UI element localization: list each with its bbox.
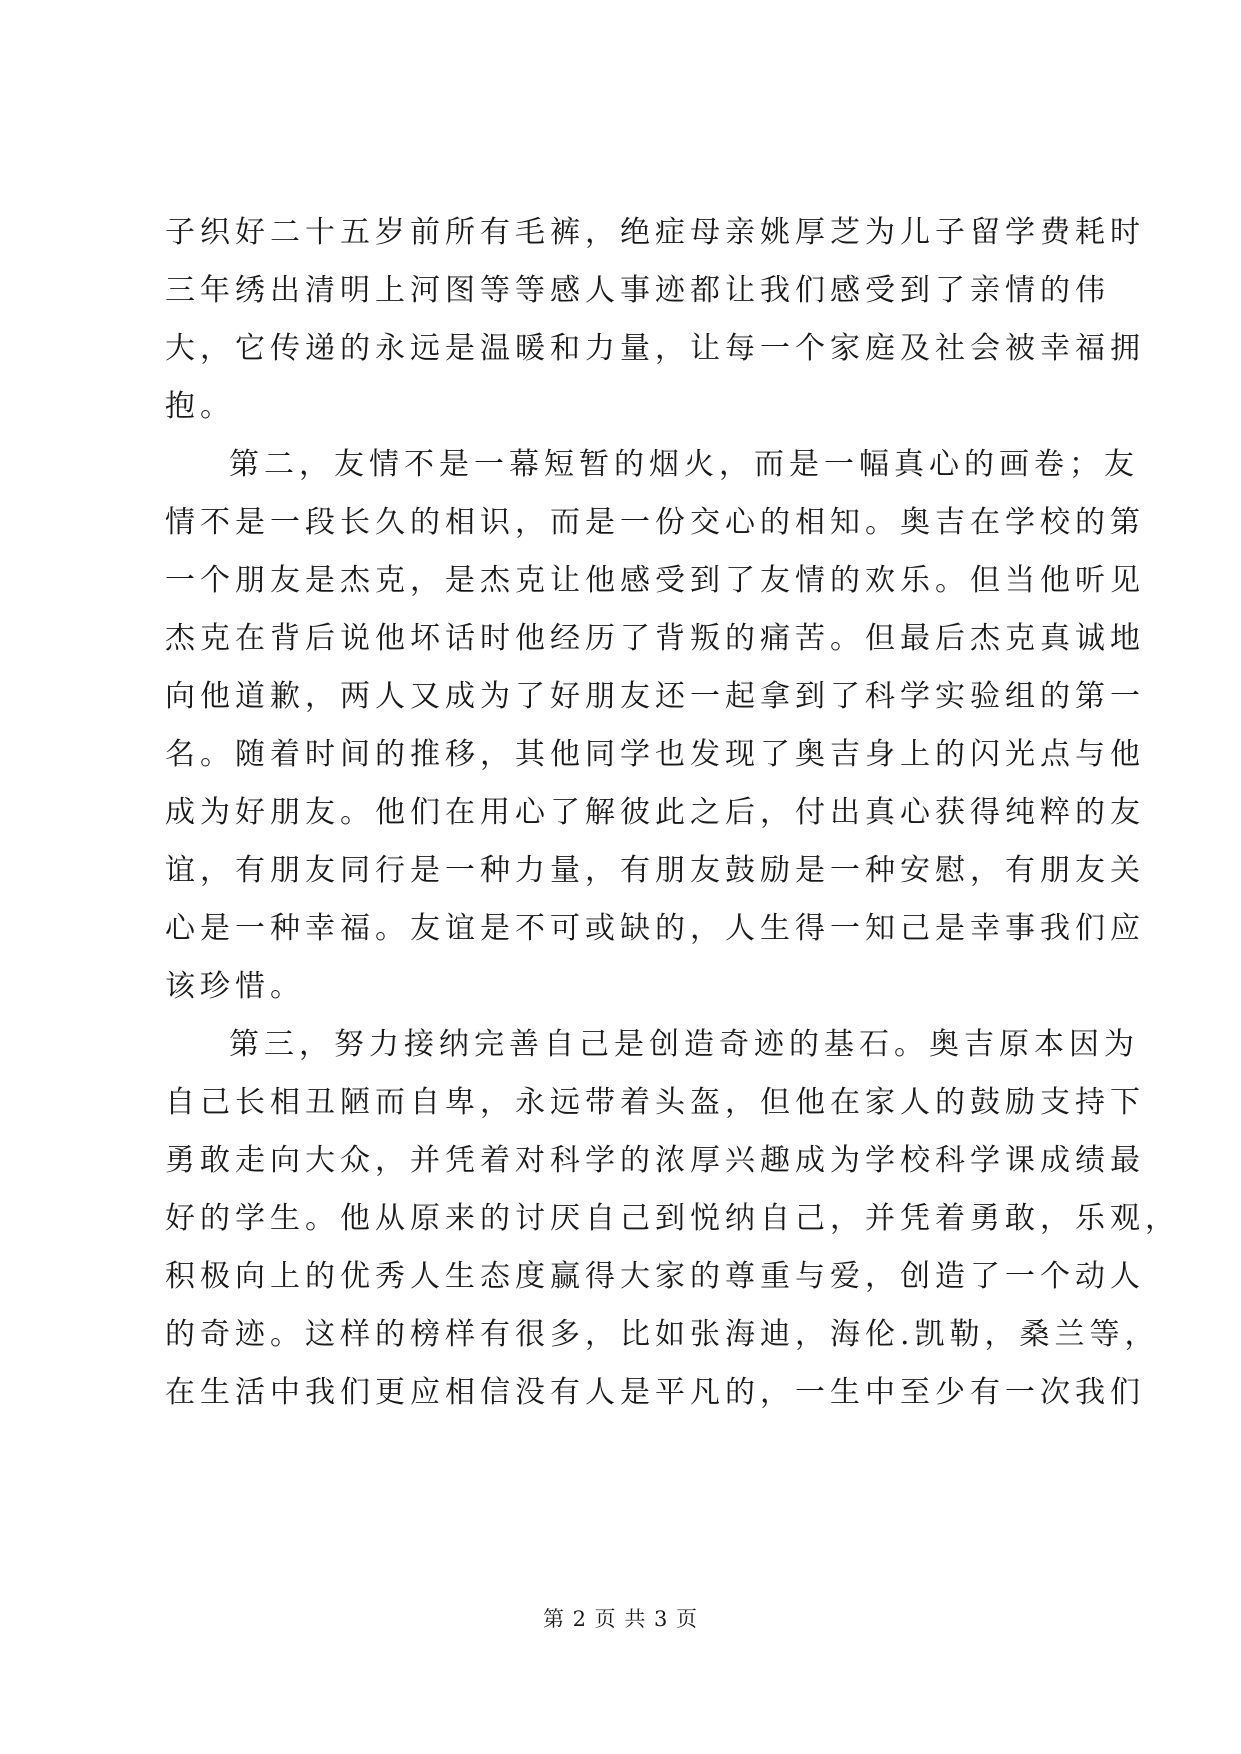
text-line: 好的学生。他从原来的讨厌自己到悦纳自己，并凭着勇敢，乐观， — [165, 1201, 1180, 1236]
text-line: 的奇迹。这样的榜样有很多，比如张海迪，海伦.凯勒，桑兰等， — [165, 1317, 1160, 1352]
text-line: 情不是一段长久的相识，而是一份交心的相知。奥吉在学校的第 — [165, 505, 1145, 540]
text-line: 一个朋友是杰克，是杰克让他感受到了友情的欢乐。但当他听见 — [165, 563, 1145, 598]
body-text — [165, 204, 1180, 1422]
text-line: 三年绣出清明上河图等等感人事迹都让我们感受到了亲情的伟 — [165, 273, 1110, 308]
text-line: 在生活中我们更应相信没有人是平凡的，一生中至少有一次我们 — [165, 1375, 1145, 1410]
text-line: 心是一种幸福。友谊是不可或缺的，人生得一知己是幸事我们应 — [165, 911, 1145, 946]
text-line: 杰克在背后说他坏话时他经历了背叛的痛苦。但最后杰克真诚地 — [165, 621, 1145, 656]
paragraph-start-line: 第三，努力接纳完善自己是创造奇迹的基石。奥吉原本因为 — [229, 1027, 1139, 1062]
text-line: 向他道歉，两人又成为了好朋友还一起拿到了科学实验组的第一 — [165, 679, 1145, 714]
text-line: 自己长相丑陋而自卑，永远带着头盔，但他在家人的鼓励支持下 — [165, 1085, 1145, 1120]
text-line: 名。随着时间的推移，其他同学也发现了奥吉身上的闪光点与他 — [165, 737, 1145, 772]
text-line: 该珍惜。 — [165, 969, 305, 1004]
page-number-footer: 第 2 页 共 3 页 — [542, 1607, 699, 1631]
text-line: 勇敢走向大众，并凭着对科学的浓厚兴趣成为学校科学课成绩最 — [165, 1143, 1145, 1178]
paragraph-start-line: 第二，友情不是一幕短暂的烟火，而是一幅真心的画卷；友 — [229, 447, 1139, 482]
text-line: 抱。 — [165, 389, 235, 424]
text-line: 大，它传递的永远是温暖和力量，让每一个家庭及社会被幸福拥 — [165, 331, 1145, 366]
text-line: 成为好朋友。他们在用心了解彼此之后，付出真心获得纯粹的友 — [165, 795, 1145, 830]
text-line: 子织好二十五岁前所有毛裤，绝症母亲姚厚芝为儿子留学费耗时 — [165, 215, 1145, 250]
text-line: 谊，有朋友同行是一种力量，有朋友鼓励是一种安慰，有朋友关 — [165, 853, 1145, 888]
text-line: 积极向上的优秀人生态度赢得大家的尊重与爱，创造了一个动人 — [165, 1259, 1145, 1294]
